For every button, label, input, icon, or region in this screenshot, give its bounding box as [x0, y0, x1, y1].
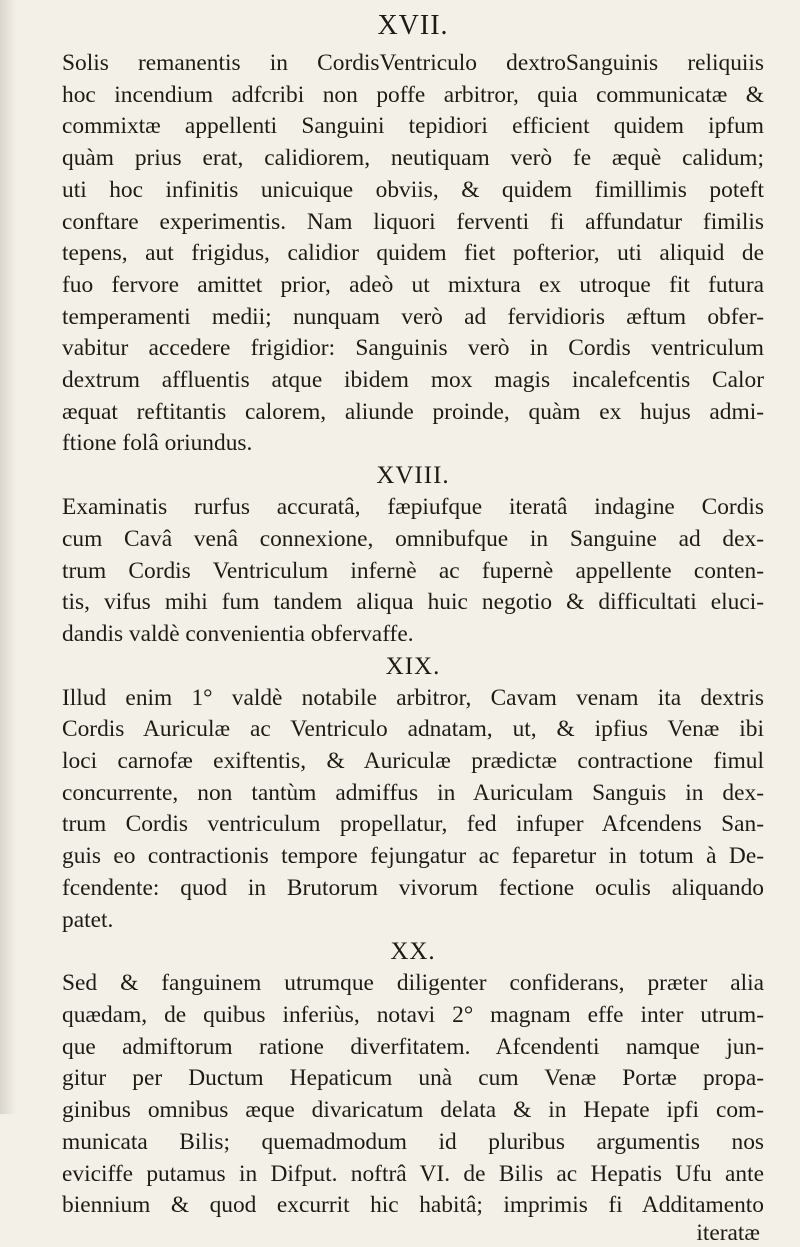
- text-line: Illud enim 1° valdè notabile arbitror, Cavam venam ita dextris: [62, 684, 764, 711]
- text-line: dextrum affluentis atque ibidem mox magis incalefcentis Calor: [62, 367, 764, 394]
- text-line: vabitur accedere frigidior: Sanguinis verò in Cordis ventriculum: [62, 335, 764, 362]
- text-line: loci carnofæ exiftentis, & Auriculæ prædictæ contractione fimul: [62, 748, 764, 775]
- section-18: [62, 462, 764, 651]
- text-line: quædam, de quibus inferiùs, notavi 2° magnam effe inter utrum-: [62, 1001, 764, 1028]
- text-line: Cordis Auriculæ ac Ventriculo adnatam, ut, & ipfius Venæ ibi: [62, 716, 764, 743]
- text-line: gitur per Ductum Hepaticum unà cum Venæ Portæ propa-: [62, 1065, 764, 1092]
- text-line: tis, vifus mihi fum tandem aliqua huic negotio & difficultati eluci-: [62, 589, 764, 616]
- section-0: [62, 48, 764, 460]
- text-line: ginibus omnibus æque divaricatum delata & in Hepate ipfi com-: [62, 1097, 764, 1124]
- text-line: tepens, aut frigidus, calidior quidem fiet pofterior, uti aliquid de: [62, 240, 764, 267]
- text-line: trum Cordis Ventriculum infernè ac fupernè appellente conten-: [62, 557, 764, 584]
- text-line: conftare experimentis. Nam liquori ferventi fi affundatur fimilis: [62, 208, 764, 235]
- text-line: uti hoc infinitis unicuique obviis, & quidem fimillimis poteft: [62, 176, 764, 203]
- paragraph: [62, 968, 764, 1222]
- text-line: Sed & fanguinem utrumque diligenter confiderans, præter alia: [62, 970, 764, 997]
- text-line: biennium & quod excurrit hic habitâ; imprimis fi Additamento: [62, 1192, 764, 1219]
- paragraph: [62, 683, 764, 937]
- text-line: guis eo contractionis tempore fejungatur ac feparetur in totum à De-: [62, 843, 764, 870]
- binding-shadow: [0, 0, 16, 1114]
- text-line: ftione folâ oriundus.: [62, 430, 253, 457]
- text-line: temperamenti medii; nunquam verò ad fervidioris æftum obfer-: [62, 303, 764, 330]
- text-line: quàm prius erat, calidiorem, neutiquam verò fe æquè calidum;: [62, 145, 764, 172]
- text-line: Examinatis rurfus accuratâ, fæpiufque iteratâ indagine Cordis: [62, 494, 764, 521]
- section-number: XX.: [390, 938, 436, 966]
- text-line: concurrente, non tantùm admiffus in Auriculam Sanguis in dex-: [62, 779, 764, 806]
- text-line: municata Bilis; quemadmodum id pluribus argumentis nos: [62, 1128, 764, 1155]
- section-number: XIX.: [385, 652, 441, 680]
- text-line: æquat reftitantis calorem, aliunde proinde, quàm ex hujus admi-: [62, 398, 764, 425]
- text-line: trum Cordis ventriculum propellatur, fed infuper Afcendens San-: [62, 811, 764, 838]
- text-line: commixtæ appellenti Sanguini tepidiori efficient quidem ipfum: [62, 113, 764, 140]
- paragraph: [62, 492, 764, 651]
- text-line: patet.: [62, 906, 114, 933]
- section-20: [62, 938, 764, 1222]
- text-line: fcendente: quod in Brutorum vivorum fectione oculis aliquando: [62, 874, 764, 901]
- section-number: XVIII.: [376, 462, 450, 490]
- text-line: Solis remanentis in CordisVentriculo dextroSanguinis reliquiis: [62, 50, 764, 76]
- text-line: que admiftorum ratione diverfitatem. Afcendenti namque jun-: [62, 1033, 764, 1060]
- text-line: fuo fervore amittet prior, adeò ut mixtura ex utroque fit futura: [62, 271, 764, 298]
- page-number: XVII.: [377, 10, 449, 41]
- catchword: iteratæ: [696, 1219, 760, 1246]
- text-line: dandis valdè convenientia obfervaffe.: [62, 620, 414, 647]
- section-19: [62, 653, 764, 937]
- text-line: hoc incendium adfcribi non poffe arbitror, quia communicatæ &: [62, 81, 764, 108]
- text-line: eviciffe putamus in Difput. noftrâ VI. de Bilis ac Hepatis Ufu ante: [62, 1160, 764, 1187]
- text-line: cum Cavâ venâ connexione, omnibufque in Sanguine ad dex-: [62, 525, 764, 552]
- paragraph: [62, 48, 764, 460]
